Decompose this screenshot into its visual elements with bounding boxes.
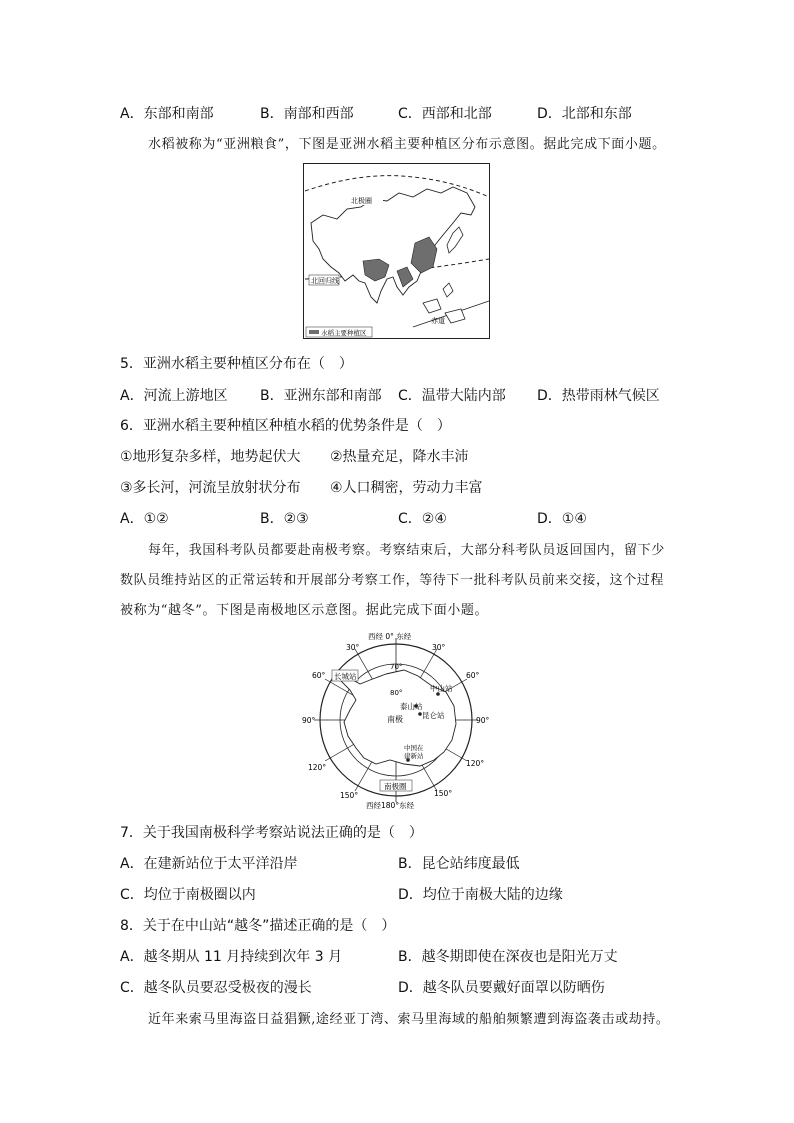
top-meridian-label: 西经 0° 东经 [368,632,412,641]
legend-label: 水稻主要种植区 [321,329,367,337]
q8-option-c: C．越冬队员要忍受极夜的漫长 [120,980,312,996]
svg-text:120°: 120° [308,763,327,772]
lat-80-label: 80° [390,689,403,697]
q8-option-d: D．越冬队员要戴好面罩以防晒伤 [398,980,605,996]
equator-label: 赤道 [431,317,445,325]
q4-option-d: D．北部和东部 [537,106,632,122]
antarctic-map [300,630,492,810]
antarctic-intro: 每年，我国科考队员都要赴南极考察。考察结束后，大部分科考队员返回国内，留下少数队员维持站区的正常运转和开展部分考察工作，等待下一批科考队员前来交接，这个过程被称为“越冬”。下图是南极地区示意图。据此完成下面小题。 [120,543,665,618]
q6-option-d: D．①④ [537,511,587,527]
svg-text:60°: 60° [466,671,480,680]
svg-text:30°: 30° [432,643,446,652]
svg-text:30°: 30° [346,643,360,652]
changcheng-station-label: 长城站 [334,672,357,681]
asia-rice-map [303,163,490,339]
svg-text:150°: 150° [434,789,453,798]
kunlun-station-label: 昆仑站 [422,711,445,720]
bottom-meridian-label: 西经180°东经 [366,801,415,810]
q7-option-b: B．昆仑站纬度最低 [398,856,520,872]
q6-option-b: B．②③ [260,511,309,527]
q5-stem: 5．亚洲水稻主要种植区分布在（ ） [120,356,353,372]
q8-option-a: A．越冬期从 11 月持续到次年 3 月 [120,949,343,965]
somalia-intro: 近年来索马里海盗日益猖獗,途经亚丁湾、索马里海域的船舶频繁遭到海盗袭击或劫持。 [148,1012,670,1027]
q7-option-d: D．均位于南极大陆的边缘 [398,887,563,903]
q8-option-b: B．越冬期即使在深夜也是阳光万丈 [398,949,618,965]
new-station-label-2: 建新站 [404,752,424,760]
q7-option-a: A．在建新站位于太平洋沿岸 [120,856,298,872]
q7-option-c: C．均位于南极圈以内 [120,887,256,903]
q4-option-a: A．东部和南部 [120,106,214,122]
q5-option-c: C．温带大陆内部 [398,388,506,404]
antarctic-circle-label: 南极圈 [384,782,407,791]
q6-option-c: C．②④ [398,511,447,527]
q6-statement-4: ④人口稠密，劳动力丰富 [330,480,483,496]
q5-option-d: D．热带雨林气候区 [537,388,660,404]
q6-option-a: A．①② [120,511,169,527]
new-station-label-1: 中国在 [404,744,424,752]
south-pole-label: 南极 [387,715,403,724]
svg-text:150°: 150° [340,791,359,800]
q6-statement-2: ②热量充足，降水丰沛 [330,449,469,465]
svg-text:90°: 90° [476,716,490,725]
q5-option-b: B．亚洲东部和南部 [260,388,382,404]
svg-text:90°: 90° [302,716,316,725]
q8-stem: 8．关于在中山站“越冬”描述正确的是（ ） [120,918,396,934]
rice-intro: 水稻被称为“亚洲粮食”，下图是亚洲水稻主要种植区分布示意图。据此完成下面小题。 [148,137,666,152]
taishan-station-label: 泰山站 [400,702,423,711]
lat-70-label: 70° [390,663,403,671]
svg-text:120°: 120° [466,759,485,768]
q4-option-b: B．南部和西部 [260,106,354,122]
legend-swatch [309,330,319,334]
tropic-label: 北回归线 [311,277,339,285]
q4-option-c: C．西部和北部 [398,106,492,122]
q5-option-a: A．河流上游地区 [120,388,228,404]
q6-statement-3: ③多长河，河流呈放射状分布 [120,480,301,496]
q6-statement-1: ①地形复杂多样，地势起伏大 [120,449,301,465]
q6-stem: 6．亚洲水稻主要种植区种植水稻的优势条件是（ ） [120,418,451,434]
q7-stem: 7．关于我国南极科学考察站说法正确的是（ ） [120,825,423,841]
svg-text:60°: 60° [312,671,326,680]
arctic-circle-label: 北极圈 [351,197,372,205]
zhongshan-station-label: 中山站 [430,684,453,693]
